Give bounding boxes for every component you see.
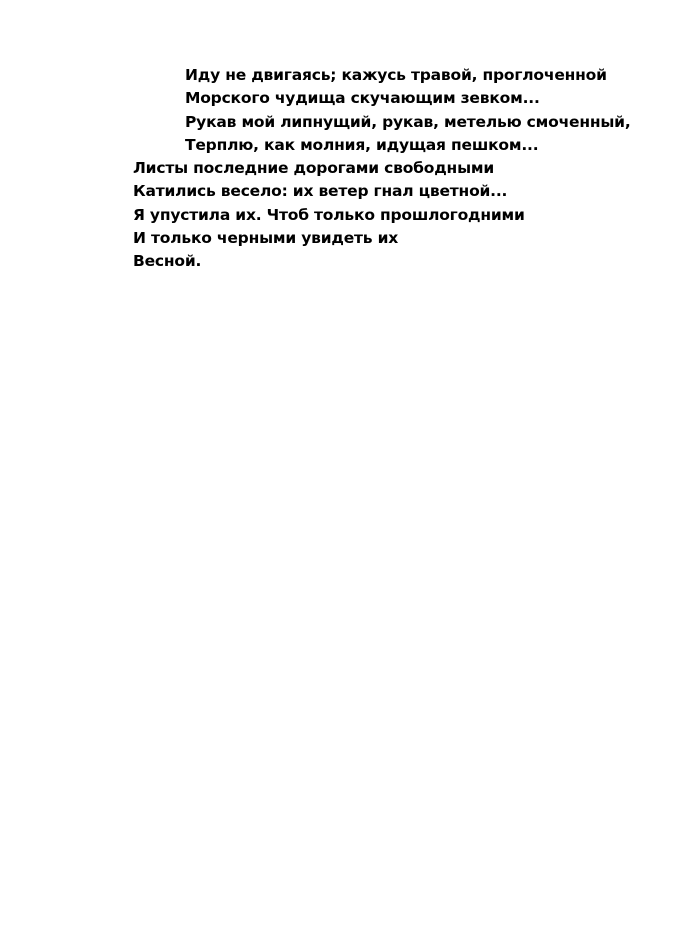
poem-line: Я упустила их. Чтоб только прошлогодними [133, 205, 525, 224]
poem-line: Катились весело: их ветер гнал цветной... [133, 182, 508, 201]
poem-line: И только черными увидеть их [133, 229, 399, 248]
poem-line: Терплю, как молния, идущая пешком... [185, 135, 539, 154]
poem-line: Листы последние дорогами свободными [133, 159, 495, 178]
poem-line: Иду не двигаясь; кажусь травой, проглоченной [185, 66, 607, 84]
poem-line: Весной. [133, 252, 202, 271]
poem-text [133, 64, 653, 274]
poem-line: Рукав мой липнущий, рукав, метелью смоченный, [185, 112, 631, 131]
poem-line: Морского чудища скучающим зевком... [185, 89, 540, 108]
